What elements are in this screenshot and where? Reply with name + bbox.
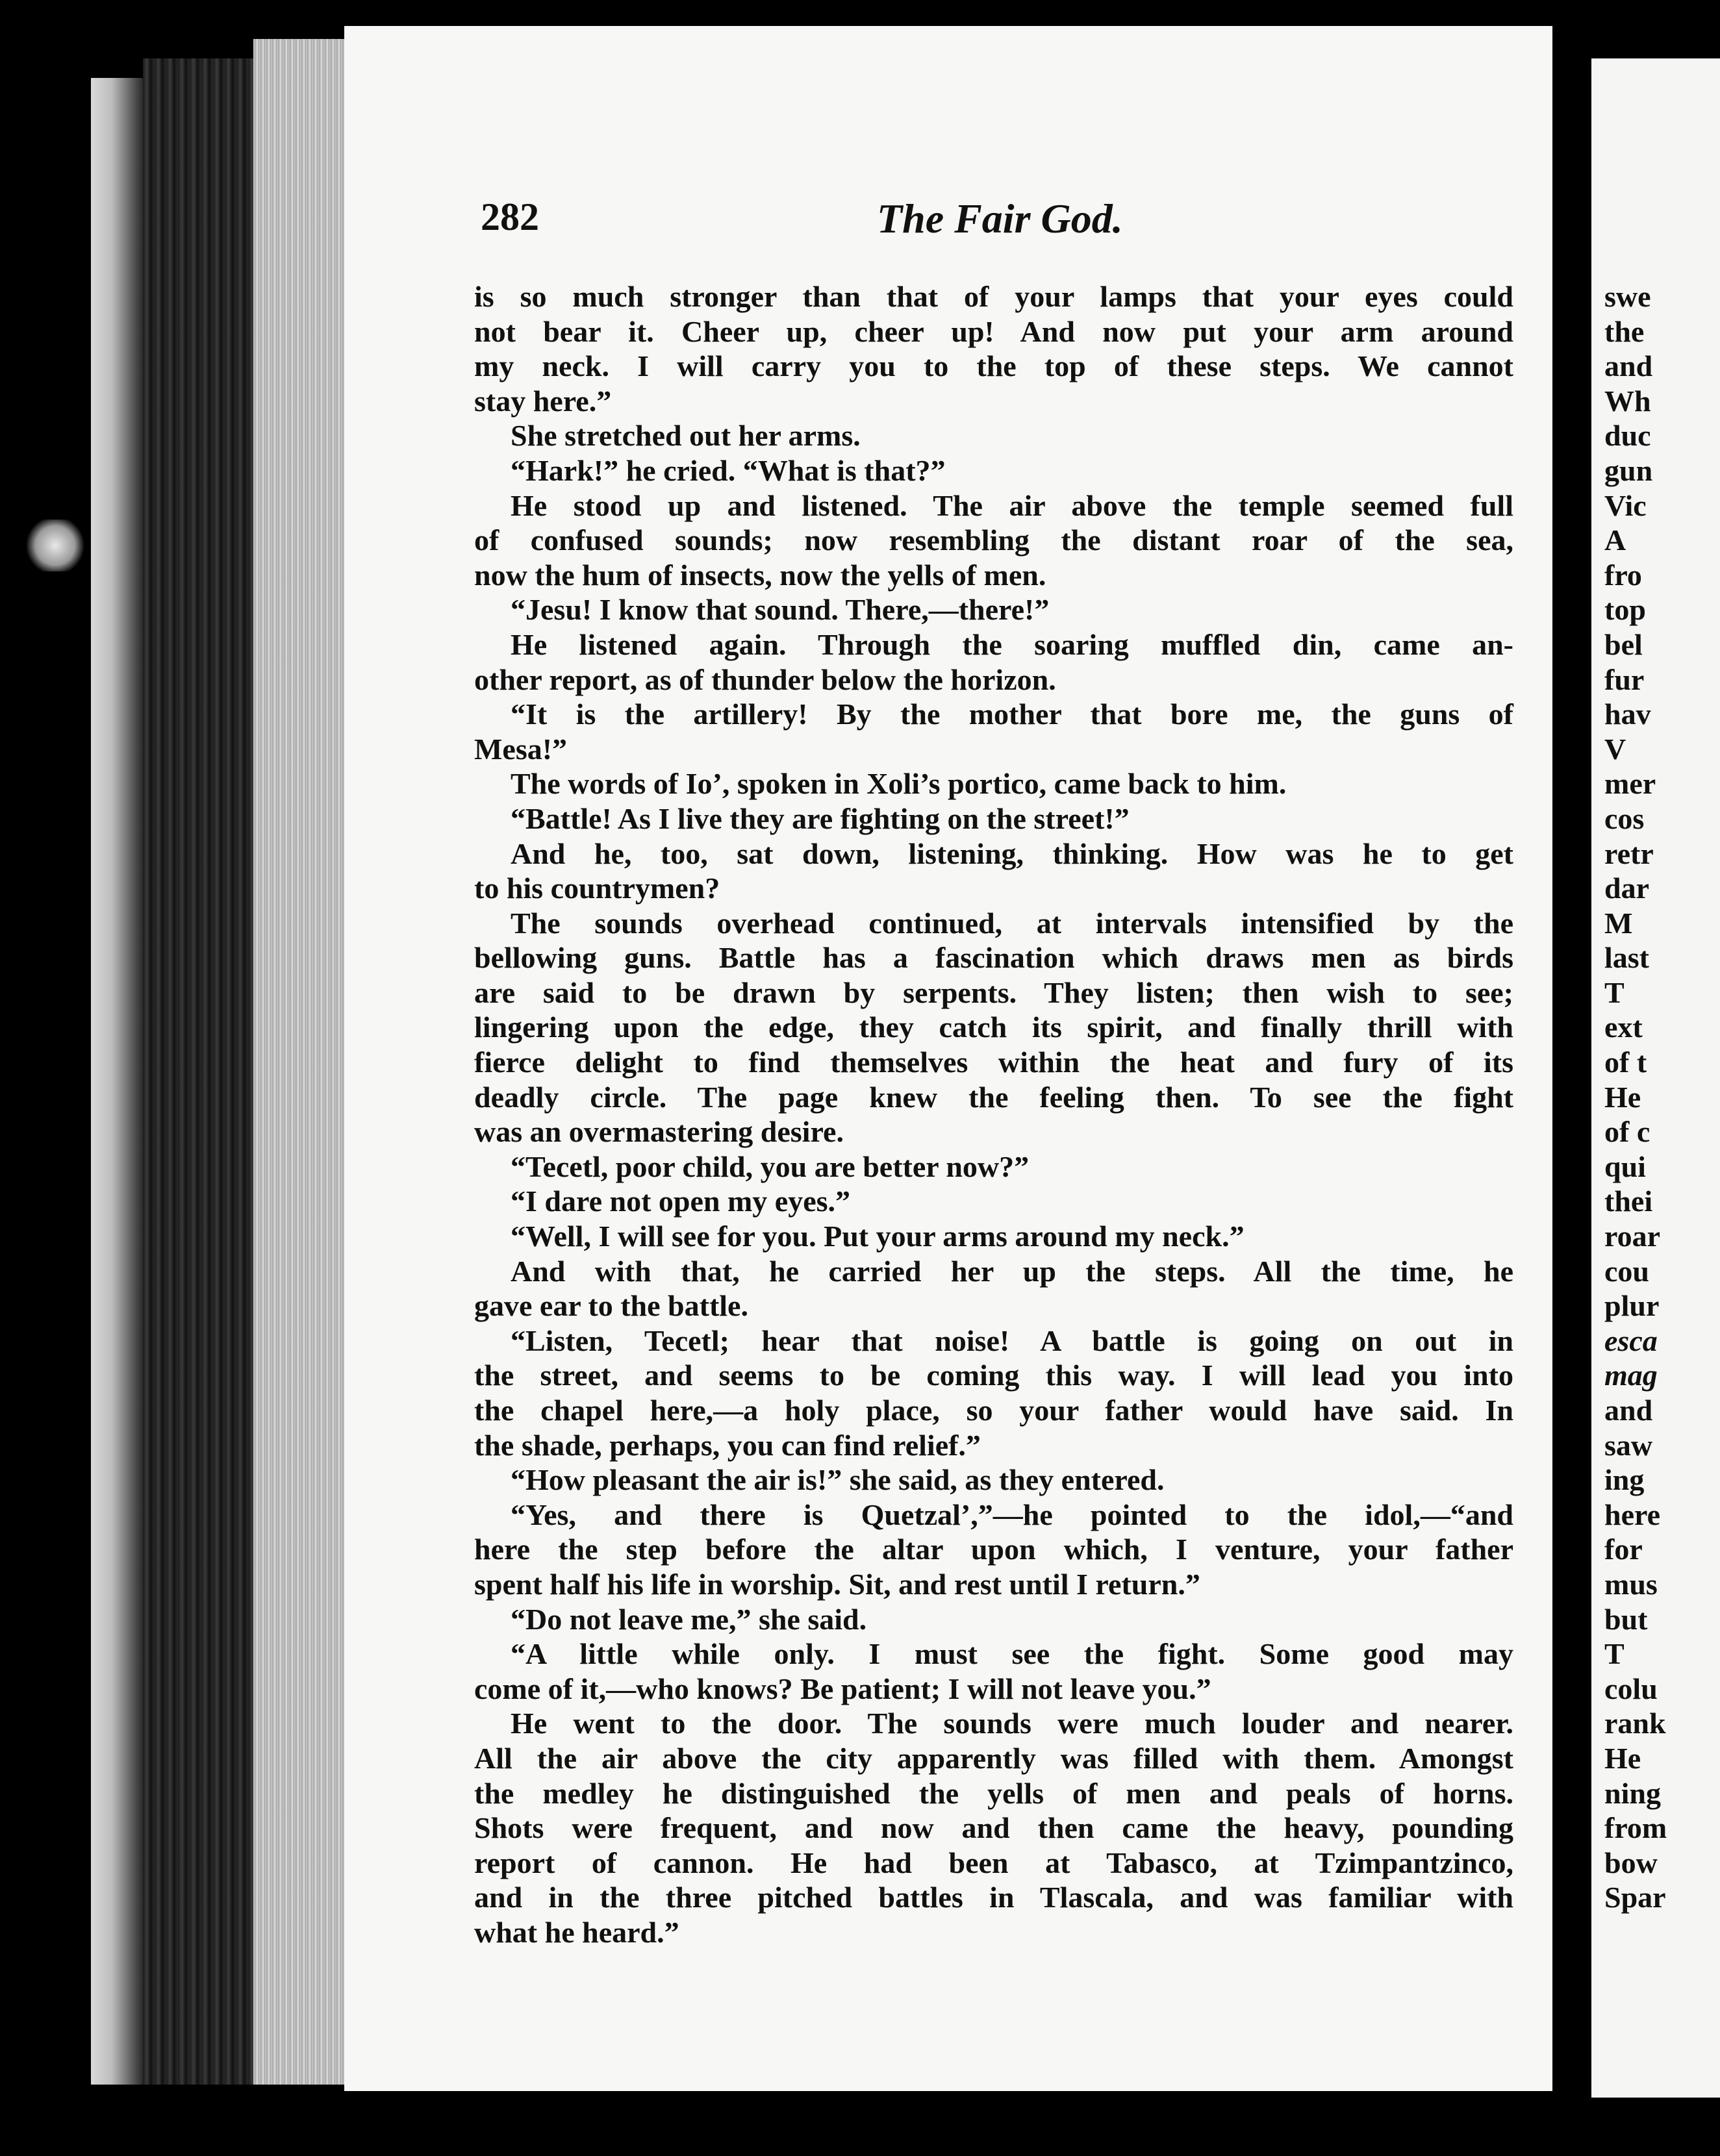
- right-page-fragment: fur: [1604, 662, 1645, 696]
- running-title: The Fair God.: [877, 195, 1123, 242]
- text-line: And with that, he carried her up the steps. All the time, he: [511, 1254, 1513, 1288]
- text-line: And he, too, sat down, listening, thinking. How was he to get: [511, 836, 1513, 870]
- right-page-fragment: Vic: [1604, 488, 1647, 522]
- text-line: “A little while only. I must see the fight. Some good may: [511, 1637, 1513, 1671]
- right-page-fragment: Spar: [1604, 1881, 1666, 1914]
- right-page-fragment: but: [1604, 1602, 1648, 1636]
- text-line: All the air above the city apparently was filled with them. Amongst: [474, 1741, 1513, 1775]
- text-line: “Listen, Tecetl; hear that noise! A battle is going on out in: [511, 1323, 1513, 1357]
- book-binding: [143, 58, 253, 2085]
- right-page-fragment: He: [1604, 1741, 1641, 1775]
- right-page-fragment: bow: [1604, 1846, 1658, 1879]
- text-line: “How pleasant the air is!” she said, as they entered.: [511, 1463, 1165, 1497]
- text-line: the medley he distinguished the yells of men and peals of horns.: [474, 1776, 1513, 1810]
- right-page-fragment: of t: [1604, 1046, 1647, 1079]
- text-line: deadly circle. The page knew the feeling then. To see the fight: [474, 1080, 1513, 1114]
- right-page-fragment: retr: [1604, 836, 1654, 870]
- right-page-fragment: cos: [1604, 801, 1645, 835]
- text-line: is so much stronger than that of your lamps that your eyes could: [474, 280, 1513, 313]
- right-page-fragment: thei: [1604, 1185, 1653, 1218]
- text-line: Shots were frequent, and now and then came the heavy, pounding: [474, 1811, 1513, 1845]
- right-page-fragment: cou: [1604, 1254, 1649, 1288]
- page-number: 282: [481, 195, 539, 238]
- right-page-fragment: roar: [1604, 1220, 1661, 1253]
- right-page-fragment: from: [1604, 1811, 1667, 1845]
- right-page-fragment: T: [1604, 975, 1625, 1009]
- text-line: come of it,—who knows? Be patient; I will not leave you.”: [474, 1672, 1211, 1705]
- text-line: and in the three pitched battles in Tlascala, and was familiar with: [474, 1881, 1513, 1914]
- body-text: [474, 279, 1513, 1950]
- right-page-fragment: M: [1604, 906, 1633, 940]
- text-line: report of cannon. He had been at Tabasco, at Tzimpantzinco,: [474, 1846, 1513, 1879]
- text-line: lingering upon the edge, they catch its spirit, and finally thrill with: [474, 1010, 1513, 1044]
- text-line: bellowing guns. Battle has a fascination which draws men as birds: [474, 941, 1513, 975]
- text-line: “Battle! As I live they are fighting on the street!”: [511, 801, 1130, 835]
- right-page-fragment: saw: [1604, 1428, 1653, 1462]
- right-page-fragment: last: [1604, 941, 1649, 975]
- gutter: [1552, 0, 1591, 2156]
- text-line: not bear it. Cheer up, cheer up! And now put your arm around: [474, 314, 1513, 348]
- text-line: “Yes, and there is Quetzal’,”—he pointed to the idol,—“and: [511, 1498, 1513, 1531]
- stain-mark: [26, 520, 84, 571]
- page-header: [481, 195, 1520, 247]
- right-page-fragment: dar: [1604, 871, 1649, 905]
- right-page-fragment: bel: [1604, 627, 1643, 661]
- text-line: “I dare not open my eyes.”: [511, 1185, 851, 1218]
- text-line: “Hark!” he cried. “What is that?”: [511, 453, 946, 487]
- right-page-fragment: swe: [1604, 280, 1651, 313]
- right-page-fragment: mus: [1604, 1567, 1658, 1601]
- right-page-fragment: for: [1604, 1533, 1643, 1566]
- text-line: fierce delight to find themselves within the heat and fury of its: [474, 1046, 1513, 1079]
- text-line: “Well, I will see for you. Put your arms around my neck.”: [511, 1220, 1245, 1253]
- text-line: “Tecetl, poor child, you are better now?”: [511, 1149, 1030, 1183]
- right-page-fragment: colu: [1604, 1672, 1658, 1705]
- right-page-fragment: of c: [1604, 1115, 1650, 1149]
- text-line: my neck. I will carry you to the top of these steps. We cannot: [474, 349, 1513, 383]
- right-page-fragment: He: [1604, 1080, 1641, 1114]
- right-page-fragment: here: [1604, 1498, 1661, 1531]
- right-page-text-fragments: [1604, 279, 1720, 1915]
- text-line: to his countrymen?: [474, 871, 720, 905]
- text-line: “Jesu! I know that sound. There,—there!”: [511, 593, 1050, 627]
- text-line: the street, and seems to be coming this way. I will lead you into: [474, 1359, 1513, 1392]
- right-page-fragment: Wh: [1604, 384, 1651, 418]
- text-line: now the hum of insects, now the yells of men.: [474, 558, 1046, 592]
- right-page-fragment: esca: [1604, 1323, 1658, 1357]
- text-line: Mesa!”: [474, 732, 568, 766]
- right-page-fragment: ext: [1604, 1010, 1643, 1044]
- text-line: He listened again. Through the soaring muffled din, came an-: [511, 627, 1513, 661]
- right-page-fragment: T: [1604, 1637, 1625, 1671]
- right-page-fragment: ing: [1604, 1463, 1645, 1497]
- text-line: He stood up and listened. The air above the temple seemed full: [511, 488, 1513, 522]
- text-line: what he heard.”: [474, 1915, 679, 1949]
- right-page-fragment: fro: [1604, 558, 1642, 592]
- right-page-fragment: rank: [1604, 1707, 1666, 1740]
- right-page-fragment: duc: [1604, 419, 1651, 453]
- right-page-fragment: mag: [1604, 1359, 1658, 1392]
- text-line: the chapel here,—a holy place, so your father would have said. In: [474, 1394, 1513, 1427]
- right-page-fragment: V: [1604, 732, 1626, 766]
- right-page-fragment: ning: [1604, 1776, 1661, 1810]
- right-page-fragment: and: [1604, 349, 1653, 383]
- text-line: The words of Io’, spoken in Xoli’s portico, came back to him.: [511, 767, 1287, 801]
- text-line: “It is the artillery! By the mother that bore me, the guns of: [511, 697, 1513, 731]
- text-line: other report, as of thunder below the horizon.: [474, 662, 1056, 696]
- text-line: spent half his life in worship. Sit, and rest until I return.”: [474, 1567, 1200, 1601]
- text-line: The sounds overhead continued, at intervals intensified by the: [511, 906, 1513, 940]
- text-line: She stretched out her arms.: [511, 419, 861, 453]
- book-edge-strip: [91, 78, 143, 2085]
- right-page-fragment: plur: [1604, 1289, 1660, 1323]
- page-edges: [253, 39, 344, 2085]
- text-line: gave ear to the battle.: [474, 1289, 748, 1323]
- right-page-fragment: the: [1604, 314, 1645, 348]
- text-line: “Do not leave me,” she said.: [511, 1602, 867, 1636]
- right-page-fragment: top: [1604, 593, 1646, 627]
- right-page-fragment: and: [1604, 1394, 1653, 1427]
- text-line: stay here.”: [474, 384, 612, 418]
- text-line: He went to the door. The sounds were much louder and nearer.: [511, 1707, 1513, 1740]
- text-line: are said to be drawn by serpents. They listen; then wish to see;: [474, 975, 1513, 1009]
- right-page-fragment: hav: [1604, 697, 1651, 731]
- right-page-fragment: gun: [1604, 453, 1653, 487]
- right-page-fragment: A: [1604, 523, 1626, 557]
- text-line: here the step before the altar upon which, I venture, your father: [474, 1533, 1513, 1566]
- text-line: of confused sounds; now resembling the distant roar of the sea,: [474, 523, 1513, 557]
- right-page-fragment: qui: [1604, 1149, 1646, 1183]
- text-line: was an overmastering desire.: [474, 1115, 844, 1149]
- text-line: the shade, perhaps, you can find relief.”: [474, 1428, 981, 1462]
- right-page-fragment: mer: [1604, 767, 1656, 801]
